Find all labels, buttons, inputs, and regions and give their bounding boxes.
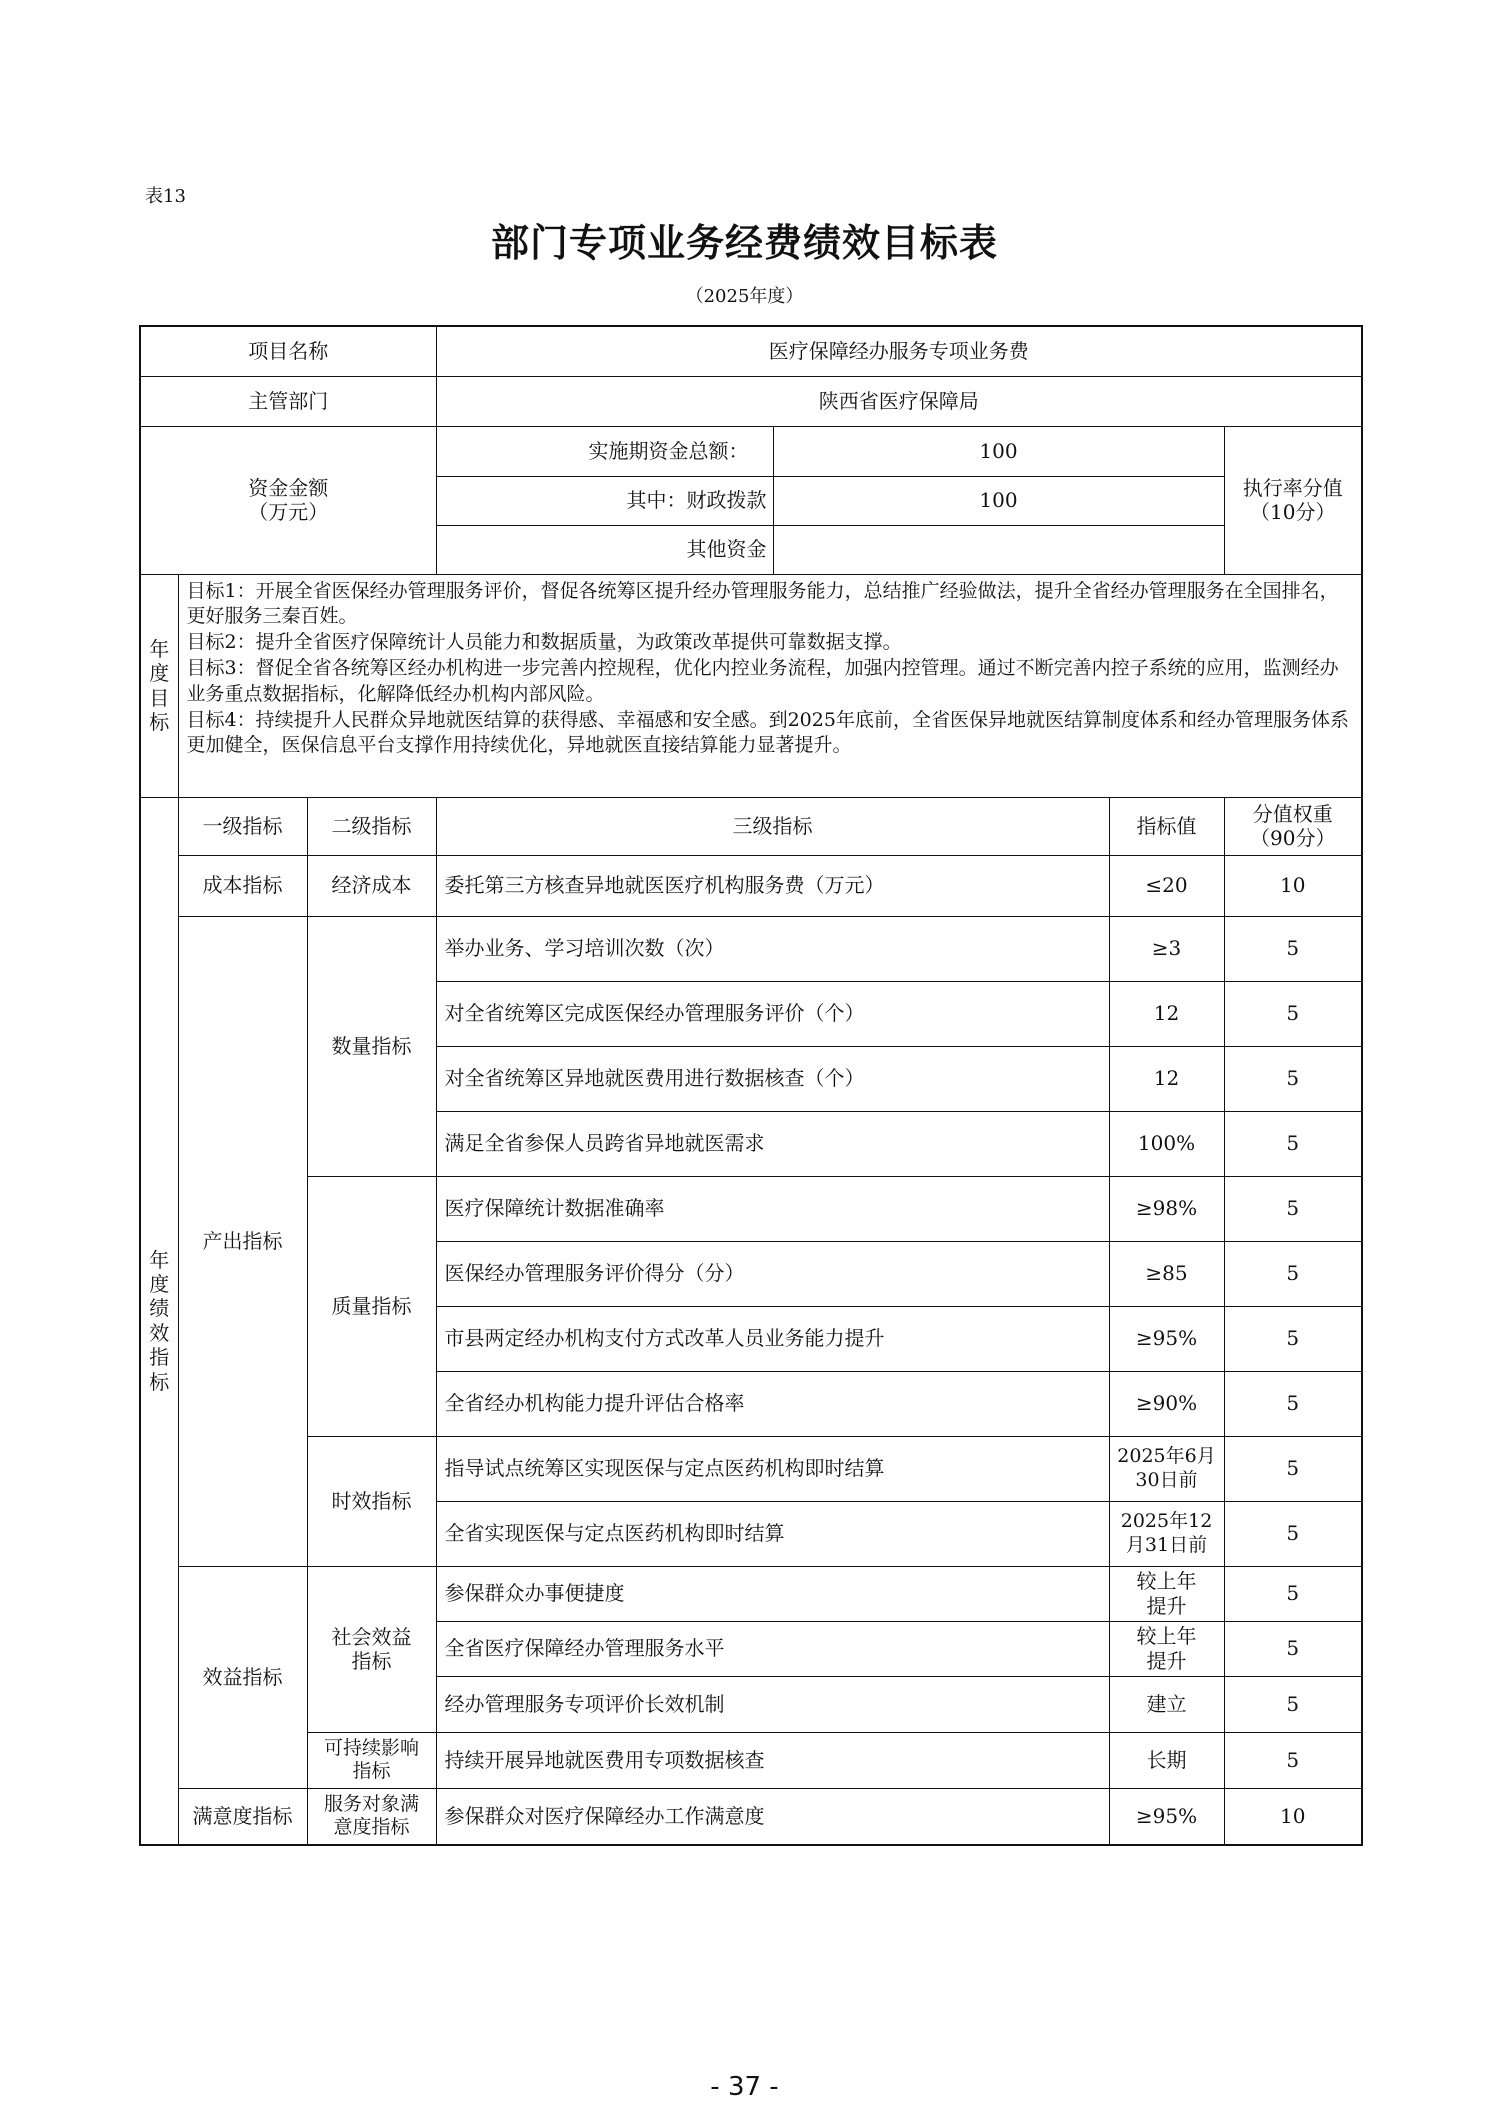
funds-other-label: 其他资金 (436, 525, 773, 574)
indicator-weight: 5 (1224, 1111, 1362, 1176)
indicator-weight: 5 (1224, 1436, 1362, 1501)
indicator-name: 参保群众对医疗保障经办工作满意度 (436, 1788, 1109, 1845)
indicator-name: 指导试点统筹区实现医保与定点医药机构即时结算 (436, 1436, 1109, 1501)
indicator-name: 经办管理服务专项评价长效机制 (436, 1676, 1109, 1732)
document-title: 部门专项业务经费绩效目标表 (490, 221, 998, 265)
level1-satisfaction: 满意度指标 (178, 1788, 307, 1845)
indicator-weight: 5 (1224, 1176, 1362, 1241)
indicator-weight: 5 (1224, 916, 1362, 981)
department-value: 陕西省医疗保障局 (436, 376, 1362, 426)
indicator-name: 全省经办机构能力提升评估合格率 (436, 1371, 1109, 1436)
indicator-value: ≤20 (1109, 855, 1224, 916)
indicator-name: 医疗保障统计数据准确率 (436, 1176, 1109, 1241)
page-number: - 37 - (710, 2072, 779, 2102)
funds-total-label: 实施期资金总额： (436, 426, 773, 476)
indicator-value: 100% (1109, 1111, 1224, 1176)
indicator-name: 全省实现医保与定点医药机构即时结算 (436, 1501, 1109, 1566)
indicator-name: 全省医疗保障经办管理服务水平 (436, 1621, 1109, 1676)
indicator-name: 对全省统筹区异地就医费用进行数据核查（个） (436, 1046, 1109, 1111)
indicator-weight: 5 (1224, 1676, 1362, 1732)
indicator-value: 较上年 提升 (1109, 1621, 1224, 1676)
indicator-value: ≥90% (1109, 1371, 1224, 1436)
level2-service-satisfaction: 服务对象满 意度指标 (307, 1788, 436, 1845)
level2-sustainable-impact: 可持续影响 指标 (307, 1732, 436, 1788)
indicator-value: 建立 (1109, 1676, 1224, 1732)
indicator-weight: 5 (1224, 1371, 1362, 1436)
indicator-name: 参保群众办事便捷度 (436, 1566, 1109, 1621)
indicator-value: ≥85 (1109, 1241, 1224, 1306)
indicator-value: 2025年6月 30日前 (1109, 1436, 1224, 1501)
indicator-name: 委托第三方核查异地就医医疗机构服务费（万元） (436, 855, 1109, 916)
indicator-name: 持续开展异地就医费用专项数据核查 (436, 1732, 1109, 1788)
table-number: 表13 (145, 186, 186, 207)
indicator-name: 举办业务、学习培训次数（次） (436, 916, 1109, 981)
indicator-weight: 5 (1224, 1501, 1362, 1566)
document-year: （2025年度） (685, 286, 804, 307)
header-level1: 一级指标 (178, 797, 307, 855)
annual-goals-text: 目标1：开展全省医保经办管理服务评价，督促各统筹区提升经办管理服务能力，总结推广经验做法，提升全省经办管理服务在全国排名，更好服务三秦百姓。 目标2：提升全省医疗保障统计人员能力和数据质量，为政策改革提供可靠数据支撑。 目标3：督促全省各统筹区经办机构进一步完善内控规程，优化内控业务流程，加强内控管理。通过不断完善内控子系统的应用，监测经办业务重点数据指标，化解降低经办机构内部风险。 目标4：持续提升人民群众异地就医结算的获得感、幸福感和安全感。到2025年底前，全省医保异地就医结算制度体系和经办管理服务体系更加健全，医保信息平台支撑作用持续优化，异地就医直接结算能力显著提升。 (178, 574, 1362, 797)
level1-cost: 成本指标 (178, 855, 307, 916)
level2-timeliness: 时效指标 (307, 1436, 436, 1566)
performance-indicators-label: 年度绩效指标 (140, 797, 178, 1845)
indicator-weight: 5 (1224, 1732, 1362, 1788)
indicator-name: 市县两定经办机构支付方式改革人员业务能力提升 (436, 1306, 1109, 1371)
indicator-value: 12 (1109, 981, 1224, 1046)
indicator-value: ≥98% (1109, 1176, 1224, 1241)
indicator-weight: 5 (1224, 1241, 1362, 1306)
project-name-value: 医疗保障经办服务专项业务费 (436, 326, 1362, 376)
indicator-name: 满足全省参保人员跨省异地就医需求 (436, 1111, 1109, 1176)
level2-social-benefit: 社会效益 指标 (307, 1566, 436, 1732)
project-name-label: 项目名称 (140, 326, 436, 376)
level2-economic-cost: 经济成本 (307, 855, 436, 916)
level2-quality: 质量指标 (307, 1176, 436, 1436)
header-level2: 二级指标 (307, 797, 436, 855)
header-weight: 分值权重 （90分） (1224, 797, 1362, 855)
indicator-value: ≥95% (1109, 1788, 1224, 1845)
performance-target-table (139, 325, 1363, 1846)
funds-other-value (773, 525, 1224, 574)
funds-amount-label: 资金金额 （万元） (140, 426, 436, 574)
indicator-value: 较上年 提升 (1109, 1566, 1224, 1621)
level1-output: 产出指标 (178, 916, 307, 1566)
indicator-value: ≥95% (1109, 1306, 1224, 1371)
indicator-value: ≥3 (1109, 916, 1224, 981)
indicator-weight: 5 (1224, 1046, 1362, 1111)
funds-fiscal-value: 100 (773, 476, 1224, 525)
indicator-value: 12 (1109, 1046, 1224, 1111)
annual-goals-label: 年度目标 (140, 574, 178, 797)
indicator-name: 医保经办管理服务评价得分（分） (436, 1241, 1109, 1306)
funds-total-value: 100 (773, 426, 1224, 476)
indicator-weight: 10 (1224, 1788, 1362, 1845)
indicator-value: 2025年12 月31日前 (1109, 1501, 1224, 1566)
indicator-value: 长期 (1109, 1732, 1224, 1788)
level1-benefit: 效益指标 (178, 1566, 307, 1788)
department-label: 主管部门 (140, 376, 436, 426)
level2-quantity: 数量指标 (307, 916, 436, 1176)
funds-fiscal-label: 其中：财政拨款 (436, 476, 773, 525)
header-value: 指标值 (1109, 797, 1224, 855)
indicator-weight: 5 (1224, 1566, 1362, 1621)
indicator-weight: 10 (1224, 855, 1362, 916)
indicator-name: 对全省统筹区完成医保经办管理服务评价（个） (436, 981, 1109, 1046)
execution-rate-score: 执行率分值 （10分） (1224, 426, 1362, 574)
header-level3: 三级指标 (436, 797, 1109, 855)
indicator-weight: 5 (1224, 1306, 1362, 1371)
indicator-weight: 5 (1224, 981, 1362, 1046)
indicator-weight: 5 (1224, 1621, 1362, 1676)
